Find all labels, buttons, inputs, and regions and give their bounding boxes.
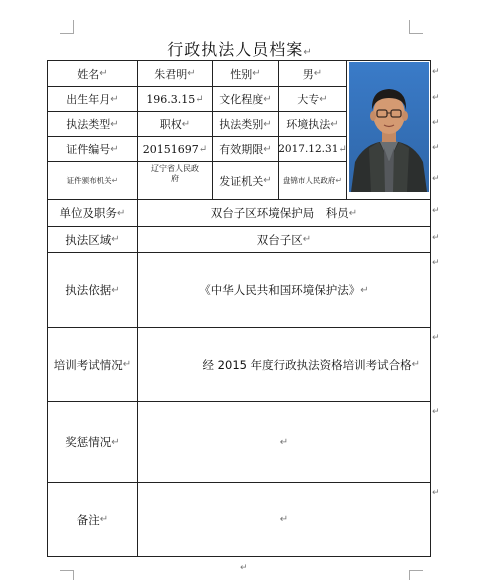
cert-no-label: 证件编号 ↵ — [66, 143, 119, 156]
document-title-text: 行政执法人员档案 — [167, 40, 304, 59]
trailing-paragraph-mark: ↵ — [240, 563, 248, 573]
basis-value: 《中华人民共和国环境保护法》 ↵ — [199, 283, 369, 297]
row-end-mark-5: ↵ — [432, 174, 440, 184]
area-label: 执法区域 ↵ — [65, 232, 120, 247]
row-end-mark-11: ↵ — [432, 488, 440, 498]
issuing-org-value: 盘锦市人民政府 ↵ — [282, 176, 343, 185]
issuer-value: 辽宁省人民政府 — [151, 164, 199, 183]
paragraph-mark: ↵ — [303, 47, 312, 58]
unit-value: 双台子区环境保护局 科员 ↵ — [210, 206, 358, 220]
remarks-value: ↵ — [279, 514, 289, 525]
row-end-mark-4: ↵ — [432, 143, 440, 153]
category-label: 执法类别 ↵ — [219, 118, 272, 131]
cert-no-value: 20151697 ↵ — [142, 142, 208, 156]
portrait-image — [349, 62, 429, 192]
area-value: 双台子区 ↵ — [256, 232, 312, 247]
row-end-mark-9: ↵ — [432, 333, 440, 343]
birth-value: 196.3.15 ↵ — [146, 92, 204, 106]
issuer-label: 证件颁布机关 ↵ — [66, 176, 119, 185]
training-value: 经 2015 年度行政执法资格培训考试合格 ↵ — [202, 357, 420, 372]
rewards-value: ↵ — [279, 436, 289, 448]
gender-value: 男 ↵ — [302, 67, 323, 81]
row-end-mark-1: ↵ — [432, 67, 440, 77]
row-end-mark-7: ↵ — [432, 233, 440, 243]
rewards-label: 奖惩情况 ↵ — [65, 435, 120, 449]
training-label: 培训考试情况 ↵ — [53, 357, 132, 372]
education-value: 大专 ↵ — [297, 93, 328, 106]
issuing-org-label: 发证机关 ↵ — [219, 174, 272, 188]
type-value: 职权 ↵ — [159, 118, 191, 131]
basis-label: 执法依据 ↵ — [65, 283, 120, 297]
education-label: 文化程度 ↵ — [219, 93, 272, 106]
category-value: 环境执法 ↵ — [286, 118, 339, 131]
id-photo — [349, 62, 429, 192]
birth-label: 出生年月 ↵ — [66, 93, 119, 106]
name-label: 姓名 ↵ — [77, 67, 108, 81]
unit-label: 单位及职务 ↵ — [59, 206, 126, 220]
row-end-mark-2: ↵ — [432, 93, 440, 103]
row-end-mark-6: ↵ — [432, 206, 440, 216]
remarks-label: 备注 ↵ — [76, 512, 109, 527]
gender-label: 性别 ↵ — [230, 67, 261, 81]
type-label: 执法类型 ↵ — [66, 118, 119, 131]
name-value: 朱君明 ↵ — [154, 67, 196, 81]
row-end-mark-10: ↵ — [432, 407, 440, 417]
valid-label: 有效期限 ↵ — [219, 143, 272, 156]
valid-value: 2017.12.31 ↵ — [278, 143, 347, 155]
row-end-mark-8: ↵ — [432, 258, 440, 268]
row-end-mark-3: ↵ — [432, 118, 440, 128]
